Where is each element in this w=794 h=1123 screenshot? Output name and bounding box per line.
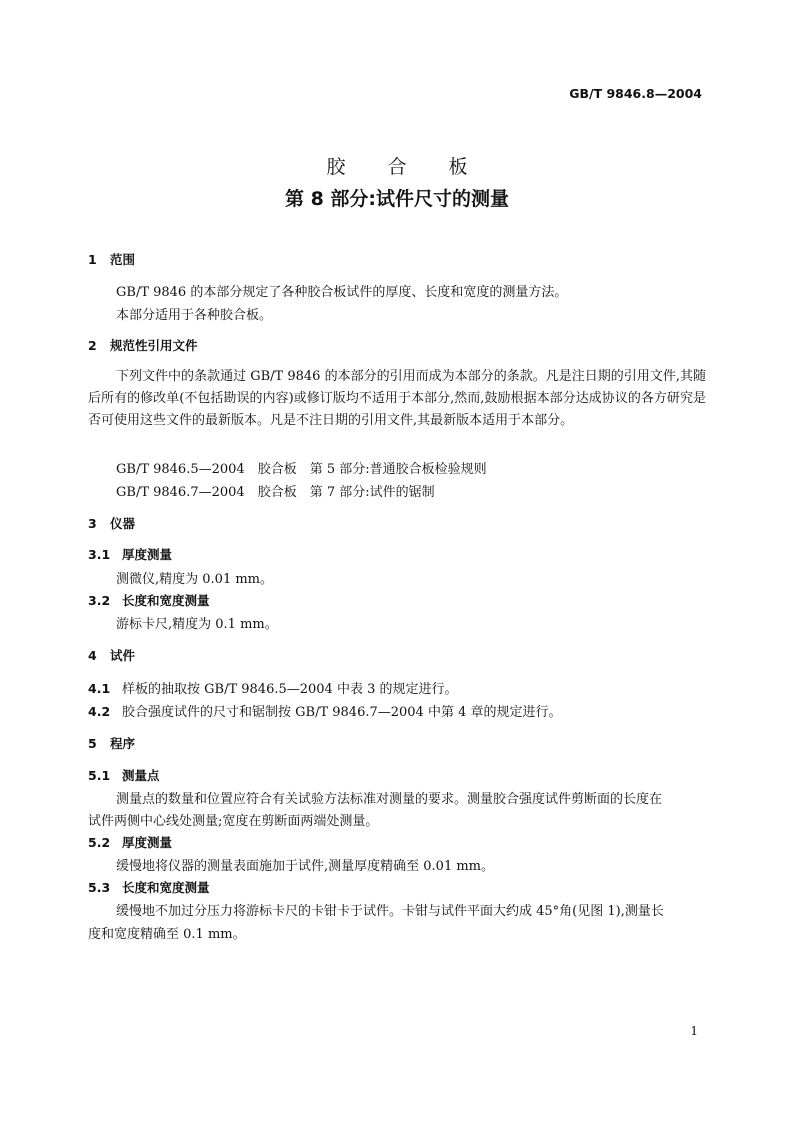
section-title: 仪器 — [110, 516, 136, 531]
section-title: 长度和宽度测量 — [122, 880, 210, 895]
section-number: 5 — [88, 736, 97, 751]
section-number: 1 — [88, 252, 97, 267]
section-number: 5.2 — [88, 835, 111, 850]
section-title: 试件 — [110, 648, 136, 663]
subsection-heading-3-1 — [88, 545, 172, 563]
page-number: 1 — [690, 1024, 698, 1038]
section-heading-5 — [88, 734, 135, 752]
paragraph: GB/T 9846 的本部分规定了各种胶合板试件的厚度、长度和宽度的测量方法。 — [116, 285, 568, 300]
paragraph-line: 度和宽度精确至 0.1 mm。 — [88, 927, 246, 942]
paragraph: 测微仪,精度为 0.01 mm。 — [116, 572, 273, 587]
paragraph-line: 试件两侧中心线处测量;宽度在剪断面两端处测量。 — [88, 814, 379, 829]
clause-4-1 — [88, 678, 458, 697]
document-title: 胶合板 — [326, 156, 510, 178]
clause-4-2 — [88, 701, 562, 720]
standard-number: GB/T 9846.8—2004 — [569, 86, 702, 101]
reference-item: GB/T 9846.7—2004 胶合板 第 7 部分:试件的锯制 — [116, 485, 435, 500]
section-number: 4 — [88, 648, 97, 663]
section-number: 2 — [88, 338, 97, 353]
paragraph-line: 测量点的数量和位置应符合有关试验方法标准对测量的要求。测量胶合强度试件剪断面的长度在 — [116, 792, 663, 807]
section-number: 5.1 — [88, 768, 111, 783]
paragraph: 本部分适用于各种胶合板。 — [116, 308, 273, 323]
paragraph: 下列文件中的条款通过 GB/T 9846 的本部分的引用而成为本部分的条款。凡是注日期的引用文件,其随后所有的修改单(不包括勘误的内容)或修订版均不适用于本部分,然而,鼓励根据本部分达成协议的各方研究是否可使用这些文件的最新版本。凡是不注日期的引用文件,其最新版本适用于本部分。 — [88, 369, 706, 428]
section-number: 3.1 — [88, 547, 111, 562]
section-title: 范围 — [110, 252, 136, 267]
section-heading-3 — [88, 514, 135, 532]
section-title: 规范性引用文件 — [110, 338, 198, 353]
clause-number: 4.2 — [88, 704, 111, 719]
subsection-heading-5-3 — [88, 878, 210, 896]
reference-item: GB/T 9846.5—2004 胶合板 第 5 部分:普通胶合板检验规则 — [116, 462, 487, 477]
section-number: 3.2 — [88, 593, 111, 608]
section-title: 程序 — [110, 736, 136, 751]
section-heading-4 — [88, 646, 135, 664]
clause-text: 胶合强度试件的尺寸和锯制按 GB/T 9846.7—2004 中第 4 章的规定进行。 — [122, 705, 562, 720]
document-subtitle: 第 8 部分:试件尺寸的测量 — [284, 188, 510, 210]
paragraph-line: 缓慢地不加过分压力将游标卡尺的卡钳卡于试件。卡钳与试件平面大约成 45°角(见图 1),测量长 — [116, 904, 664, 919]
clause-number: 4.1 — [88, 681, 111, 696]
section-title: 长度和宽度测量 — [122, 593, 210, 608]
section-title: 厚度测量 — [122, 835, 173, 850]
section-title: 厚度测量 — [122, 547, 173, 562]
paragraph: 游标卡尺,精度为 0.1 mm。 — [116, 617, 278, 632]
section-number: 3 — [88, 516, 97, 531]
section-heading-1 — [88, 250, 135, 268]
section-heading-2 — [88, 336, 198, 354]
subsection-heading-5-1 — [88, 766, 160, 784]
subsection-heading-3-2 — [88, 591, 210, 609]
subsection-heading-5-2 — [88, 833, 172, 851]
section-title: 测量点 — [122, 768, 160, 783]
clause-text: 样板的抽取按 GB/T 9846.5—2004 中表 3 的规定进行。 — [122, 682, 458, 697]
section-number: 5.3 — [88, 880, 111, 895]
paragraph: 缓慢地将仪器的测量表面施加于试件,测量厚度精确至 0.01 mm。 — [116, 859, 494, 874]
